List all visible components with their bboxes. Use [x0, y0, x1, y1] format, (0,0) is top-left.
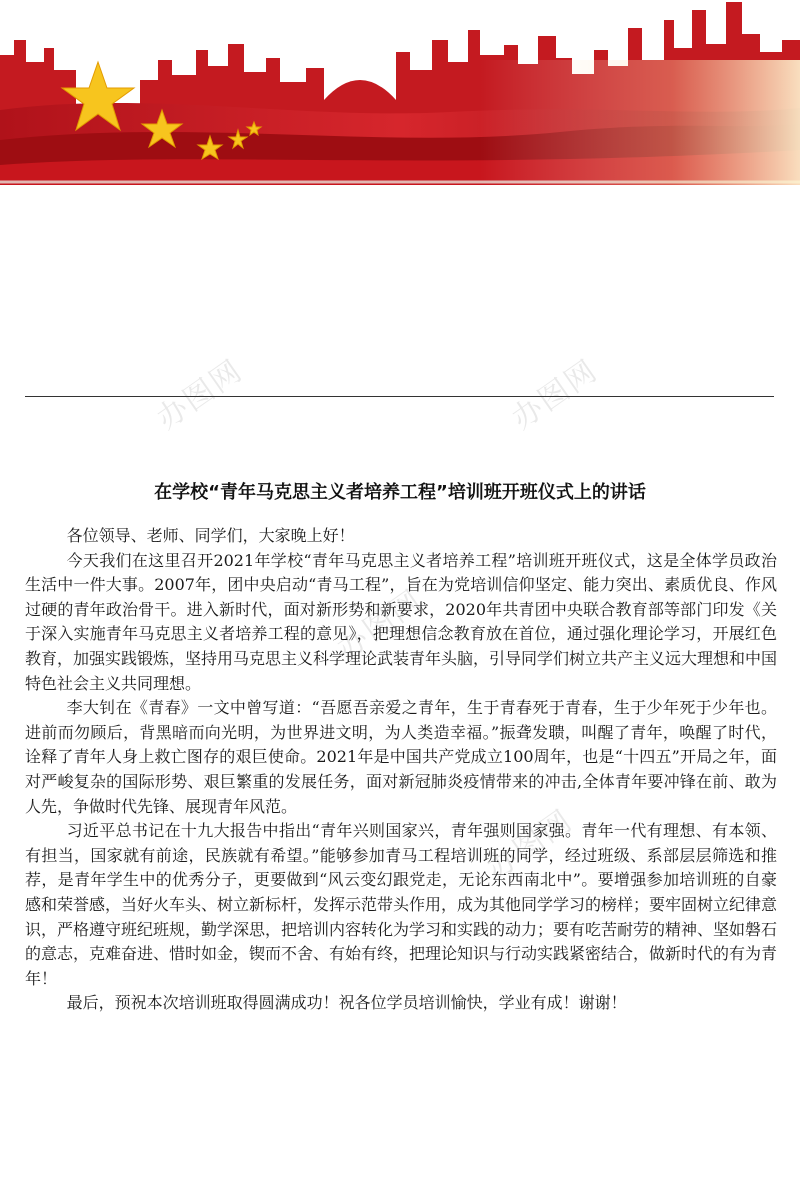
- header-banner: [0, 0, 800, 185]
- paragraph: 最后，预祝本次培训班取得圆满成功！祝各位学员培训愉快，学业有成！谢谢！: [66, 993, 627, 1013]
- horizontal-divider: [25, 396, 774, 397]
- city-skyline: [0, 0, 800, 185]
- document-title: 在学校“青年马克思主义者培养工程”培训班开班仪式上的讲话: [154, 482, 646, 503]
- watermark: 办图网: [150, 353, 250, 437]
- watermark: 办图网: [480, 803, 580, 887]
- watermark: 办图网: [330, 583, 430, 667]
- paragraph: 各位领导、老师、同学们，大家晚上好！: [66, 526, 355, 545]
- paragraph: 李大钊在《青春》一文中曾写道：“吾愿吾亲爱之青年，生于青春死于青春，生于少年死于少年也。进前而勿顾后，背黑暗而向光明，为世界进文明，为人类造幸福。”振聋发聩，叫醒了青年，唤醒了时代，诠释了青年人身上救亡图存的艰巨使命。2021年是中国共产党成立100周年，也是“十四五”开局之年，面对严峻复杂的国际形势、艰巨繁重的发展任务，面对新冠肺炎疫情带来的冲击,全体青年要冲锋在前、敢为人先，争做时代先锋、展现青年风范。: [25, 698, 777, 816]
- paragraph: 今天我们在这里召开2021年学校“青年马克思主义者培养工程”培训班开班仪式，这是全体学员政治生活中一件大事。2007年，团中央启动“青马工程”，旨在为党培训信仰坚定、能力突出、素质优良、作风过硬的青年政治骨干。进入新时代，面对新形势和新要求，2020年共青团中央联合教育部等部门印发《关于深入实施青年马克思主义者培养工程的意见》，把理想信念教育放在首位，通过强化理论学习，开展红色教育，加强实践锻炼，坚持用马克思主义科学理论武装青年头脑，引导同学们树立共产主义远大理想和中国特色社会主义共同理想。: [25, 550, 778, 693]
- document-body: [25, 524, 777, 1016]
- watermark: 办图网: [505, 353, 605, 437]
- paragraph: 习近平总书记在十九大报告中指出“青年兴则国家兴，青年强则国家强。青年一代有理想、有本领、有担当，国家就有前途，民族就有希望。”能够参加青马工程培训班的同学，经过班级、系部层层筛选和推荐，是青年学生中的优秀分子，更要做到“风云变幻跟党走，无论东西南北中”。要增强参加培训班的自豪感和荣誉感，当好火车头、树立新标杆，发挥示范带头作用，成为其他同学学习的榜样；要牢固树立纪律意识，严格遵守班纪班规，勤学深思，把培训内容转化为学习和实践的动力；要有吃苦耐劳的精神、坚如磐石的意志，克难奋进、惜时如金，锲而不舍、有始有终，把理论知识与行动实践紧密结合，做新时代的有为青年！: [25, 821, 778, 988]
